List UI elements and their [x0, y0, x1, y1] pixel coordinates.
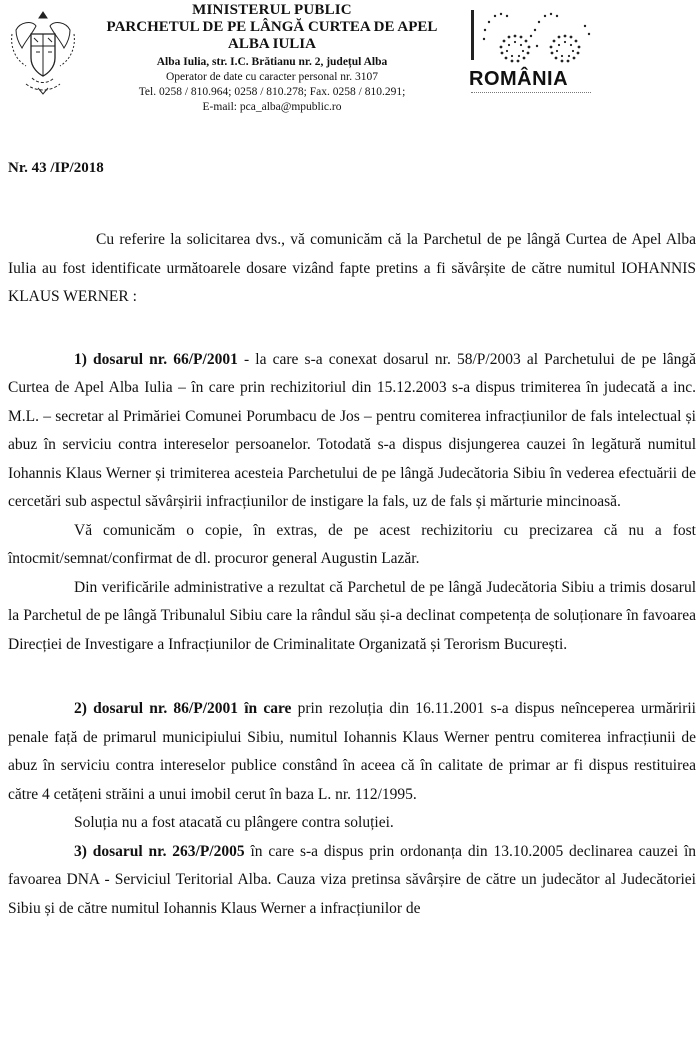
ministry-name: MINISTERUL PUBLIC — [192, 2, 352, 18]
email-address: E-mail: pca_alba@mpublic.ro — [202, 101, 342, 113]
item-1-paragraph — [8, 346, 696, 517]
item-2-paragraph — [8, 695, 696, 809]
item-2-text: prin rezoluția din 16.11.2001 s-a dispus neînceperea urmăririi penale față de primarul municipiului Sibiu, numitul Iohannis Klaus Werner pentru comiterea infracțiunii de abuz în serviciu contra intereselor publice constând în aceea că în calitate de primar ar fi dispus restituirea către 4 cetățeni străini a unui imobil cerut în baza L. nr. 112/1995. — [8, 700, 696, 803]
item-1-heading: 1) dosarul nr. 66/P/2001 — [74, 350, 238, 368]
office-name: PARCHETUL DE PE LÂNGĂ CURTEA DE APEL — [106, 19, 438, 35]
letterhead — [92, 2, 452, 115]
romania-100-logo — [465, 6, 595, 101]
item-3-heading: 3) dosarul nr. 263/P/2005 — [74, 842, 245, 860]
item-3-text: în care s-a dispus prin ordonanța din 13.10.2005 declinarea cauzei în favoarea DNA - Serviciul Teritorial Alba. Cauza viza pretinsa săvârșire de către un judecător al Judecătoriei Sibiu și de către numitul Iohannis Klaus Werner a infracțiunilor de — [8, 842, 697, 917]
letter-body — [8, 226, 696, 923]
logo-tagline-line — [471, 92, 591, 96]
phone-fax: Tel. 0258 / 810.964; 0258 / 810.278; Fax. 0258 / 810.291; — [138, 86, 406, 98]
romania-wordmark: ROMÂNIA — [469, 68, 569, 90]
item-2-heading: 2) dosarul nr. 86/P/2001 în care — [74, 700, 292, 717]
item-1-verification-note: Din verificările administrative a rezultat că Parchetul de pe lângă Judecătoria Sibiu a trimis dosarul la Parchetul de pe lângă Tribunalul Sibiu care la rândul său și-a declinat competența de soluționare în favoarea Direcției de Investigare a Infracțiunilor de Criminalitate Organizată și Terorism București. — [8, 578, 696, 653]
item-1-text: - la care s-a conexat dosarul nr. 58/P/2003 al Parchetului de pe lângă Curtea de Apel Alba Iulia – în care prin rechizitoriul din 15.12.2003 s-a dispus trimiterea în judecată a inc. M.L. – secretar al Primăriei Comunei Porumbacu de Jos – pentru comiterea infracțiunilor de fals intelectual și abuz în serviciu contra intereselor persoanelor. Totodată s-a dispus disjungerea cauzei în legătură numitul Iohannis Klaus Werner și trimiterea acesteia Parchetului de pe lângă Judecătoria Sibiu în vederea efectuării de cercetări sub aspectul săvârșirii infracțiunilor de instigare la fals, uz de fals și mărturie mincinoasă. — [8, 350, 697, 510]
office-city: ALBA IULIA — [228, 36, 316, 52]
data-operator-number: Operator de date cu caracter personal nr. 3107 — [165, 71, 378, 83]
intro-paragraph: Cu referire la solicitarea dvs., vă comunicăm că la Parchetul de pe lângă Curtea de Apel Alba Iulia au fost identificate următoarele dosare vizând fapte pretins a fi săvârșite de către numitul IOHANNIS KLAUS WERNER : — [8, 231, 696, 305]
office-address: Alba Iulia, str. I.C. Brătianu nr. 2, județul Alba — [156, 56, 388, 68]
centenary-number-graphic — [465, 6, 595, 76]
reference-number: Nr. 43 /IP/2018 — [8, 160, 104, 176]
item-2-note: Soluția nu a fost atacată cu plângere contra soluției. — [74, 814, 394, 831]
item-1-copy-note: Vă comunicăm o copie, în extras, de pe acest rechizitoriu cu precizarea că nu a fost întocmit/semnat/confirmat de dl. procuror general Augustin Lazăr. — [8, 521, 696, 567]
item-3-paragraph — [8, 838, 696, 924]
coat-of-arms-logo — [6, 4, 80, 96]
